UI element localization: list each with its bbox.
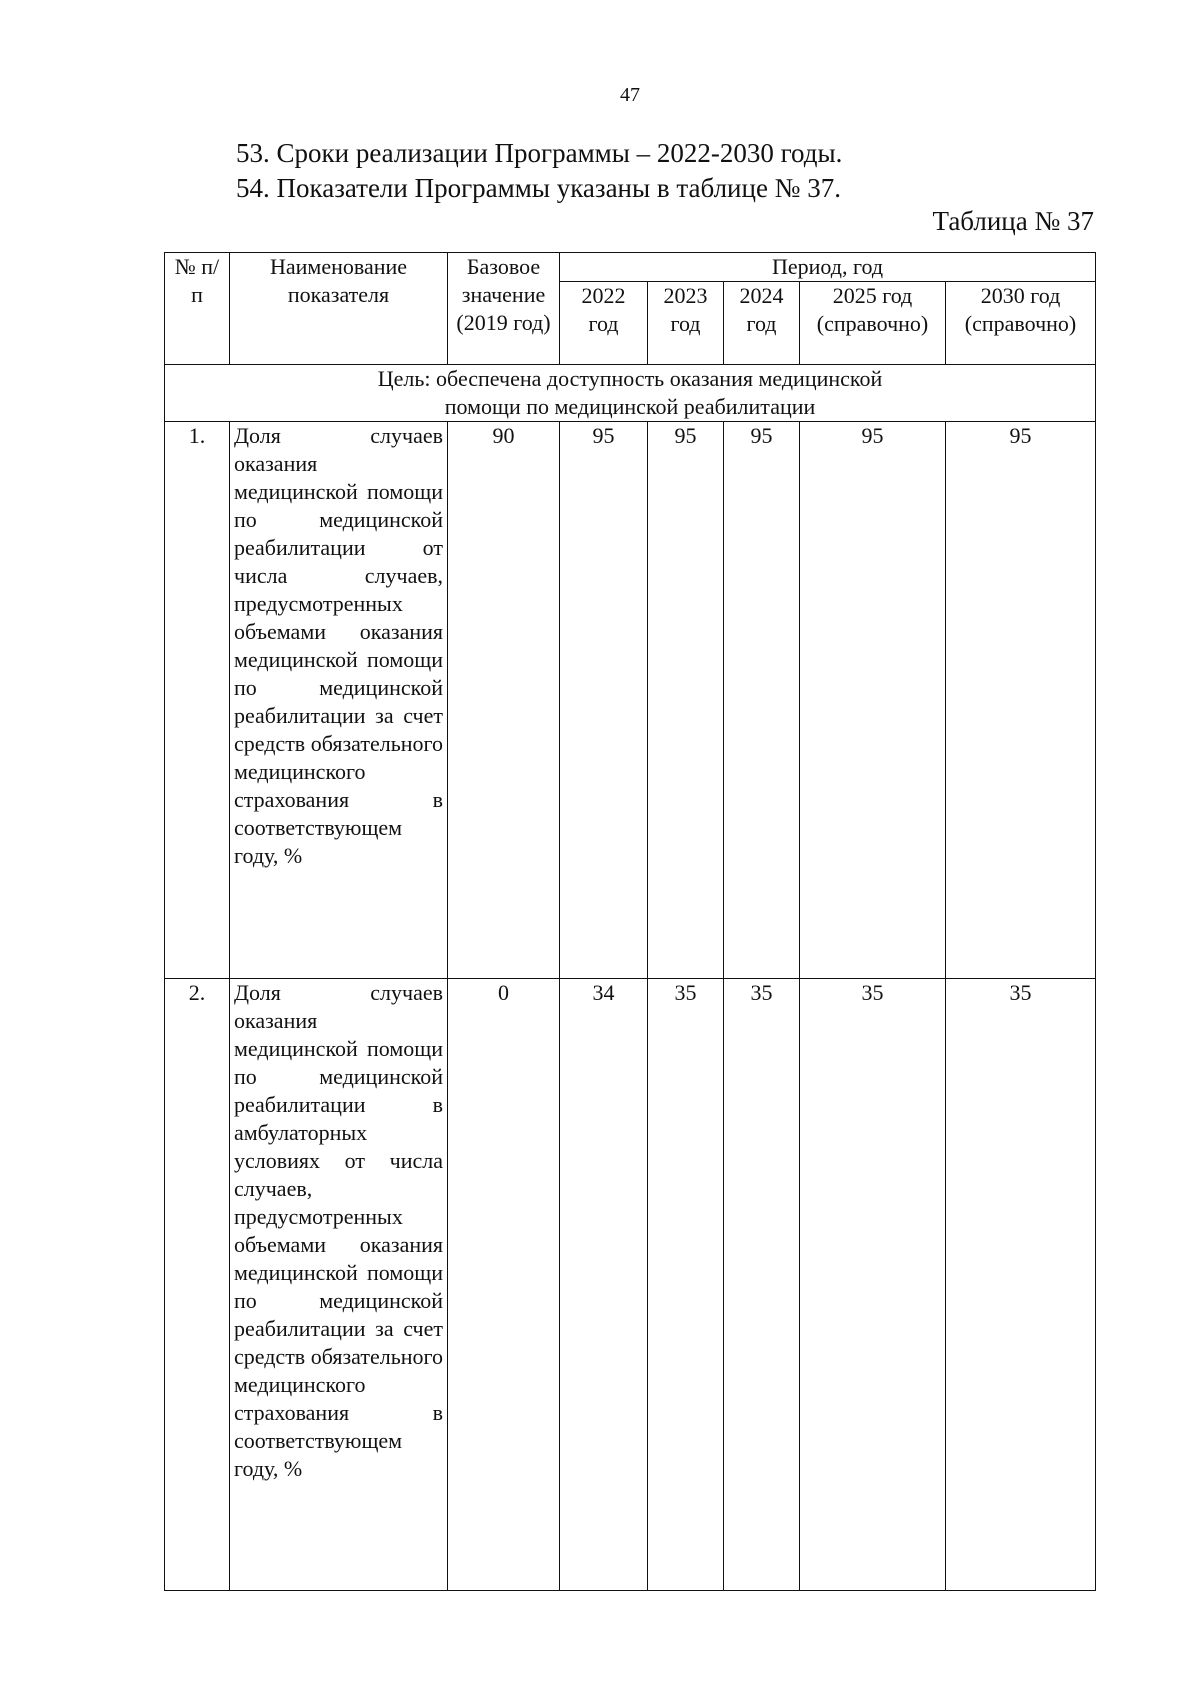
value-2023: 35 [648, 979, 724, 1591]
paragraph-53: 53. Сроки реализации Программы – 2022-2030 годы. [236, 138, 843, 168]
table-caption: Таблица № 37 [932, 206, 1094, 236]
value-2022: 34 [560, 979, 648, 1591]
base-value: 90 [448, 422, 560, 979]
page-number: 47 [620, 84, 640, 106]
indicator-name: Доля случаев оказания медицинской помощи по медицинской реабилитации от числа случаев, предусмотренных объемами оказания медицинской помощи по медицинской реабилитации за счет средств обязательного медицинского страхования в соответствующем году, % [230, 422, 448, 979]
row-number: 1. [165, 422, 230, 979]
value-2030: 95 [946, 422, 1096, 979]
indicator-name: Доля случаев оказания медицинской помощи по медицинской реабилитации в амбулаторных условиях от числа случаев, предусмотренных объемами оказания медицинской помощи по медицинской реабилитации за счет средств обязательного медицинского страхования в соответствующем году, % [230, 979, 448, 1591]
base-value: 0 [448, 979, 560, 1591]
row-number: 2. [165, 979, 230, 1591]
goal-row: Цель: обеспечена доступность оказания медицинской помощи по медицинской реабилитации [165, 365, 1096, 422]
table-row [165, 979, 1096, 1591]
header-period: Период, год [560, 253, 1096, 282]
header-number: № п/п [165, 253, 230, 365]
header-indicator-name: Наименование показателя [230, 253, 448, 365]
value-2025: 95 [800, 422, 946, 979]
value-2030: 35 [946, 979, 1096, 1591]
header-year-2025: 2025 год (справочно) [800, 282, 946, 365]
value-2025: 35 [800, 979, 946, 1591]
value-2022: 95 [560, 422, 648, 979]
value-2024: 95 [724, 422, 800, 979]
header-year-2022: 2022 год [560, 282, 648, 365]
header-year-2024: 2024 год [724, 282, 800, 365]
value-2024: 35 [724, 979, 800, 1591]
header-year-2030: 2030 год (справочно) [946, 282, 1096, 365]
header-year-2023: 2023 год [648, 282, 724, 365]
table-row [165, 422, 1096, 979]
value-2023: 95 [648, 422, 724, 979]
paragraph-54: 54. Показатели Программы указаны в таблице № 37. [236, 173, 841, 203]
indicators-table [164, 252, 1096, 1591]
header-base-value: Базовое значение (2019 год) [448, 253, 560, 365]
